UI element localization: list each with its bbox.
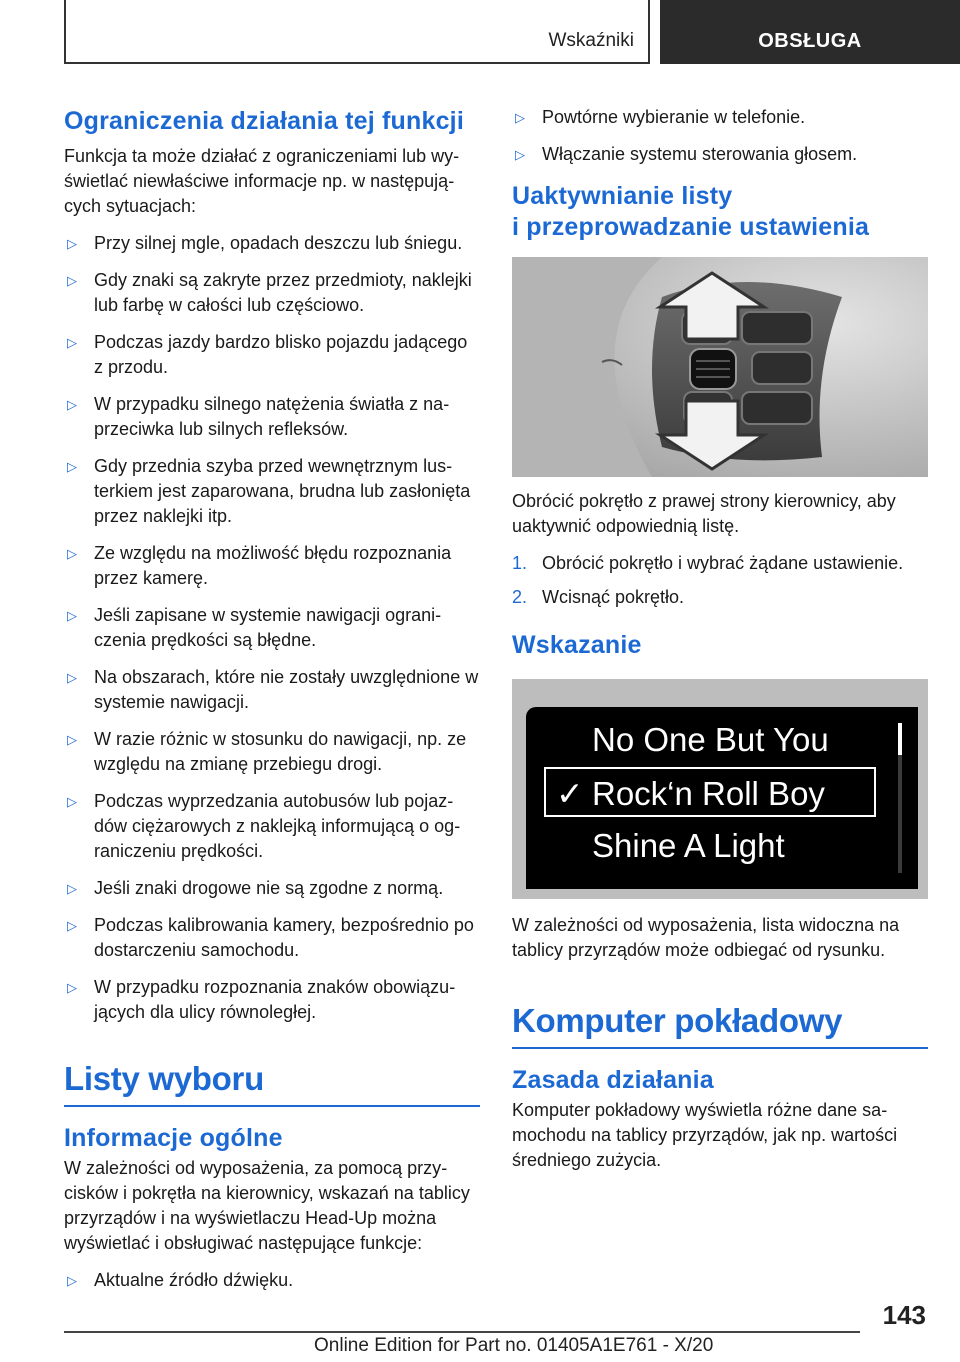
list-item: ▷ Podczas wyprzedzania autobusów lub pojazdów ciężarowych z naklejką informującą o ograniczeniu prędkości. [67, 791, 461, 861]
step-item: 2. Wcisnąć pokrętło. [512, 585, 928, 610]
list-item: ▷ Jeśli znaki drogowe nie są zgodne z normą. [64, 876, 480, 901]
triangle-bullet-icon: ▷ [67, 670, 77, 685]
list-item: ▷ Gdy znaki są zakryte przez przedmioty, naklejki lub farbę w całości lub częściowo. [67, 270, 472, 315]
heading-activate-line-1: Uaktywnianie listy [512, 182, 733, 210]
display-item: No One But You [592, 721, 829, 758]
triangle-bullet-icon: ▷ [67, 918, 77, 933]
functions-list [64, 1268, 480, 1293]
paragraph-turn: Obrócić pokrętło z prawej strony kierownicy, aby uaktywnić odpowiednią listę. [512, 491, 896, 536]
triangle-bullet-icon: ▷ [67, 335, 77, 350]
triangle-bullet-icon: ▷ [67, 794, 77, 809]
display-scrollbar-thumb [898, 723, 902, 755]
right-column [512, 100, 928, 1173]
heading-display: Wskazanie [512, 631, 642, 659]
section-title: Wskaźniki [548, 30, 634, 51]
heading-computer: Komputer pokładowy [512, 1001, 928, 1049]
step-number: 2. [512, 587, 528, 607]
heading-activate [512, 181, 928, 243]
limits-list [64, 231, 480, 1025]
triangle-bullet-icon: ▷ [67, 608, 77, 623]
list-item: ▷ Na obszarach, które nie zostały uwzględnione w systemie nawigacji. [67, 667, 479, 712]
triangle-bullet-icon: ▷ [67, 459, 77, 474]
list-item: ▷ Podczas kalibrowania kamery, bezpośrednio po dostarczeniu samochodu. [67, 915, 474, 960]
triangle-bullet-icon: ▷ [67, 1273, 77, 1288]
triangle-bullet-icon: ▷ [67, 546, 77, 561]
display-item-label: Rock‘n Roll Boy [592, 775, 825, 812]
triangle-bullet-icon: ▷ [515, 147, 525, 162]
triangle-bullet-icon: ▷ [67, 236, 77, 251]
triangle-bullet-icon: ▷ [67, 980, 77, 995]
list-item: ▷ W przypadku rozpoznania znaków obowiązujących dla ulicy równoległej. [67, 977, 456, 1022]
heading-activate-line-2: i przeprowadzanie ustawienia [512, 213, 870, 241]
triangle-bullet-icon: ▷ [515, 110, 525, 125]
steering-wheel-figure [512, 257, 928, 477]
triangle-bullet-icon: ▷ [67, 881, 77, 896]
list-item: ▷ Powtórne wybieranie w telefonie. [512, 105, 928, 130]
list-item: ▷ W przypadku silnego natężenia światła z naprzeciwka lub silnych refleksów. [67, 394, 450, 439]
display-screen [526, 707, 918, 889]
triangle-bullet-icon: ▷ [67, 732, 77, 747]
list-item: ▷ Gdy przednia szyba przed wewnętrznym lusterkiem jest zaparowana, brudna lub zasłonięta przez naklejki itp. [67, 456, 471, 526]
heading-lists: Listy wyboru [64, 1059, 480, 1107]
heading-general: Informacje ogólne [64, 1124, 283, 1152]
display-selected-item [544, 767, 876, 817]
functions-list-continued [512, 105, 928, 167]
paragraph-display: W zależności od wyposażenia, lista widoczna na tablicy przyrządów może odbiegać od rysunku. [512, 915, 900, 960]
paragraph-limits: Funkcja ta może działać z ograniczeniami lub wyświetlać niewłaściwe informacje np. w następujących sytuacjach: [64, 146, 460, 216]
chapter-tab: OBSŁUGA [660, 0, 960, 64]
triangle-bullet-icon: ▷ [67, 273, 77, 288]
list-item: ▷ Aktualne źródło dźwięku. [64, 1268, 480, 1293]
paragraph-general: W zależności od wyposażenia, za pomocą przycisków i pokrętła na kierownicy, wskazań na tablicy przyrządów i na wyświetlaczu Head-Up można wyświetlać i obsługiwać następujące funkcje: [64, 1158, 470, 1253]
paragraph-principle: Komputer pokładowy wyświetla różne dane samochodu na tablicy przyrządów, jak np. wartości średniego zużycia. [512, 1100, 898, 1170]
heading-principle: Zasada działania [512, 1066, 714, 1094]
display-item: Shine A Light [592, 827, 785, 864]
page-number: 143 [882, 1300, 926, 1330]
header-frame [64, 0, 650, 64]
steering-wheel-illustration [512, 257, 928, 477]
step-number: 1. [512, 553, 528, 573]
list-item: ▷ Jeśli zapisane w systemie nawigacji ograniczenia prędkości są błędne. [67, 605, 442, 650]
list-item: ▷ Ze względu na możliwość błędu rozpoznania przez kamerę. [67, 543, 452, 588]
step-item: 1. Obrócić pokrętło i wybrać żądane ustawienie. [512, 551, 928, 576]
list-item: ▷ Podczas jazdy bardzo blisko pojazdu jadącego z przodu. [67, 332, 468, 377]
list-item: ▷ Włączanie systemu sterowania głosem. [512, 142, 928, 167]
steps-list [512, 551, 928, 610]
left-column [64, 100, 480, 1305]
footer-edition: Online Edition for Part no. 01405A1E761 - X/20 [314, 1335, 714, 1356]
footer-divider [64, 1331, 860, 1333]
list-item: ▷ W razie różnic w stosunku do nawigacji, np. ze względu na zmianę przebiegu drogi. [67, 729, 467, 774]
list-item: ▷ Przy silnej mgle, opadach deszczu lub śniegu. [64, 231, 480, 256]
display-figure [512, 679, 928, 899]
heading-limits: Ograniczenia działania tej funkcji [64, 107, 464, 135]
triangle-bullet-icon: ▷ [67, 397, 77, 412]
checkmark-icon: ✓ [556, 775, 584, 812]
